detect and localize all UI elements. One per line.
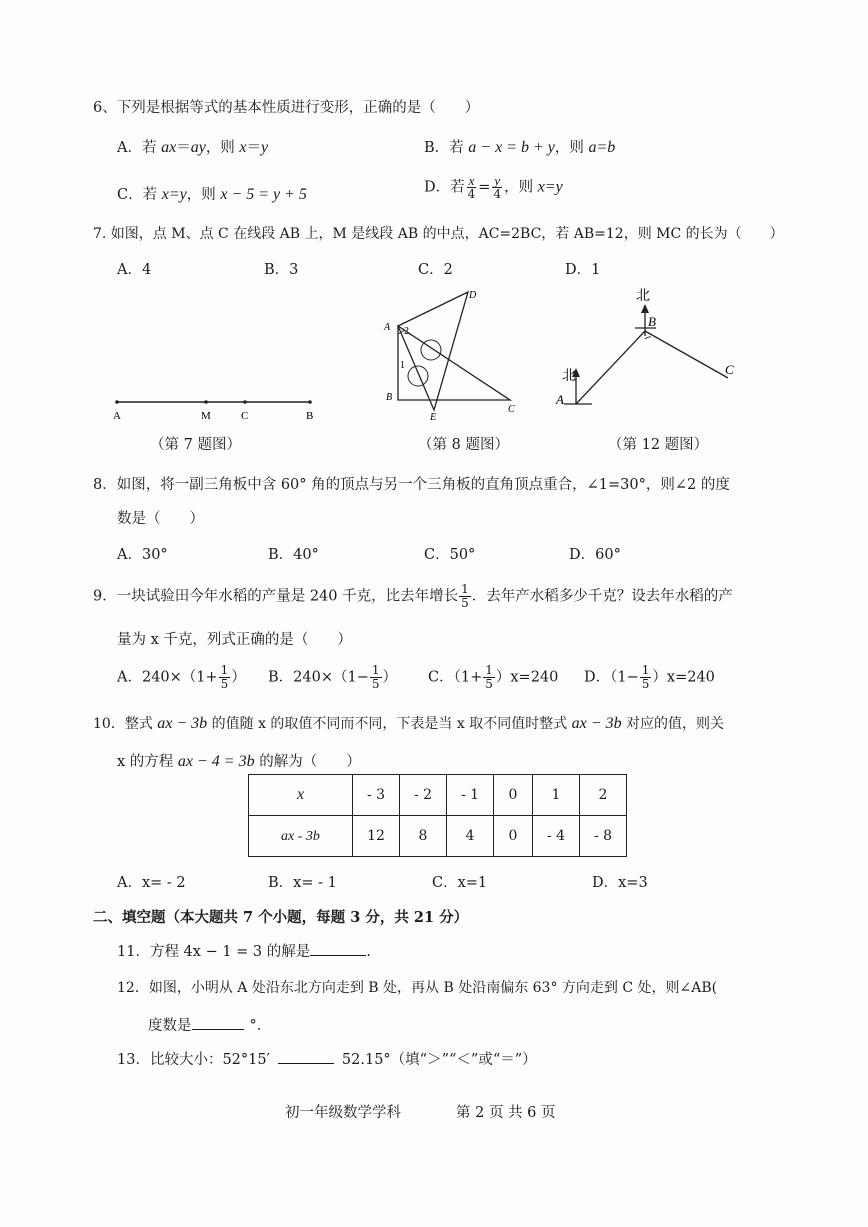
figure-8-triangles [378,286,528,426]
table-cell: 12 [353,816,400,857]
point-a-mark [115,400,119,404]
table-cell: - 1 [447,775,494,816]
q9-option-c: C．（1+ $\frac{1}{5}$ ）x=240 [428,663,559,691]
angle-arc-b [645,337,651,339]
label-d: D [469,290,477,301]
section-2-title: 二、填空题（本大题共 7 个小题，每题 3 分，共 21 分） [93,909,469,926]
table-cell: - 4 [533,816,580,857]
label-b: B [648,314,656,329]
path-ab [576,331,645,404]
table-cell: - 2 [400,775,447,816]
north-arrowhead-b [641,304,649,313]
table-cell: 8 [400,816,447,857]
label-c: C [508,404,515,415]
table-cell: 1 [533,775,580,816]
table-header-x: x [249,775,353,816]
q10-option-c: C．x=1 [432,875,488,891]
q11-answer-blank[interactable] [310,955,366,956]
label-b: B [306,410,314,422]
q10-option-b: B．x= - 1 [268,875,337,891]
q6-option-d: D．若 $\frac{x}{4}$ = $\frac{y}{4}$ ，则 x=y [424,173,563,201]
figure-12-caption: （第 12 题图） [608,437,709,453]
q13-answer-blank[interactable] [278,1063,334,1064]
q8-option-b: B．40° [268,547,319,563]
label-c: C [241,410,249,422]
q10-option-d: D．x=3 [592,875,648,891]
q12-answer-blank[interactable] [192,1029,244,1030]
table-cell: 0 [494,775,533,816]
label-m: M [201,410,211,422]
q8-stem-line-2: 数是（ ） [117,511,204,527]
figure-7-caption: （第 7 题图） [150,437,241,453]
table-header-expr: ax - 3b [249,816,353,857]
table-cell: 2 [580,775,627,816]
q10-stem-line-1: 10．整式 ax − 3b 的值随 x 的取值不同而不同，下表是当 x 取不同值时整式 ax − 3b 对应的值，则关 [93,715,725,732]
label-angle-2: 2 [404,326,409,337]
q12-stem-line-2: 度数是 °． [148,1018,272,1034]
q7-option-c: C．2 [418,262,453,278]
q8-option-a: A．30° [117,547,168,563]
table-row [249,816,627,857]
table-cell: - 8 [580,816,627,857]
footer-page-number: 第 2 页 共 6 页 [456,1105,556,1121]
label-a: A [384,322,391,333]
q10-value-table [248,774,627,857]
q9-stem-line-1: 9．一块试验田今年水稻的产量是 240 千克，比去年增长 $\frac{1}{5}$ ．去年产水稻多少千克？设去年水稻的产 [93,582,733,610]
q9-option-a: A．240×（1+ $\frac{1}{5}$ ） [117,663,246,691]
q10-stem-line-2: x 的方程 ax − 4 = 3b 的解为（ ） [117,753,361,770]
q10-option-a: A．x= - 2 [117,875,186,891]
q13-stem: 13．比较大小：52°15′ 52.15°（填“＞”“＜”或“＝”） [117,1052,537,1068]
point-b-mark [308,400,312,404]
figure-7-segment [105,390,325,425]
label-north-a: 北 [562,369,576,384]
q6-option-c: C．若 x=y，则 x − 5 = y + 5 [117,186,307,203]
table-cell: - 3 [353,775,400,816]
q6-option-a: A．若 ax＝ay，则 x＝y [117,139,269,156]
table-row [249,775,627,816]
triangle-ade [398,292,468,410]
q7-stem: 7. 如图，点 M、点 C 在线段 AB 上，M 是线段 AB 的中点，AC=2BC，若 AB=12，则 MC 的长为（ ） [93,226,784,242]
label-b: B [386,392,393,403]
q8-stem-line-1: 8．如图，将一副三角板中含 60° 角的顶点与另一个三角板的直角顶点重合，∠1=30°，则∠2 的度 [93,477,730,493]
q6-option-b: B．若 a − x = b + y，则 a=b [424,139,616,156]
figure-12-directions [550,286,750,418]
q11-stem: 11．方程 4x − 1 = 3 的解是 . [117,944,371,960]
label-a: A [556,392,564,407]
label-north-b: 北 [636,289,650,304]
q9-option-b: B．240×（1− $\frac{1}{5}$ ） [268,663,397,691]
triangle-abc [398,326,510,400]
q8-option-d: D．60° [569,547,621,563]
figure-8-caption: （第 8 题图） [418,437,509,453]
label-c: C [725,362,734,377]
point-m-mark [204,400,208,404]
label-a: A [113,410,121,422]
q7-option-b: B．3 [264,262,299,278]
label-e: E [430,412,437,423]
q12-stem-line-1: 12．如图，小明从 A 处沿东北方向走到 B 处，再从 B 处沿南偏东 63° 方向走到 C 处，则∠AB( [117,980,718,996]
table-cell: 4 [447,816,494,857]
q7-option-a: A．4 [117,262,152,278]
table-cell: 0 [494,816,533,857]
q9-stem-line-2: 量为 x 千克，列式正确的是（ ） [117,632,352,648]
footer-subject: 初一年级数学学科 [285,1105,401,1121]
q8-option-c: C．50° [424,547,476,563]
path-bc [645,331,728,378]
hole-circle-1 [421,340,441,360]
label-angle-1: 1 [400,360,405,371]
point-c-mark [243,400,247,404]
q9-option-d: D．（1− $\frac{1}{5}$ ）x=240 [584,663,715,691]
q7-option-d: D．1 [565,262,601,278]
hole-circle-2 [408,366,428,386]
q6-stem: 6、下列是根据等式的基本性质进行变形，正确的是（ ） [93,100,480,116]
